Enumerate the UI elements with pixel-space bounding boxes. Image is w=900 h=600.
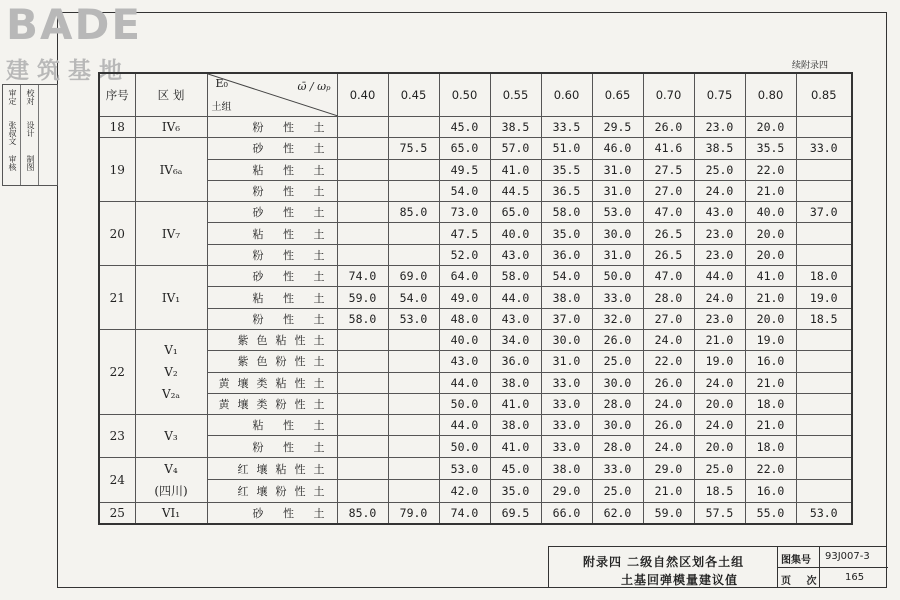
value-cell: 20.0 bbox=[745, 223, 796, 244]
table-row bbox=[99, 393, 852, 414]
value-cell: 27.5 bbox=[643, 159, 694, 180]
value-cell: 45.0 bbox=[439, 117, 490, 138]
value-cell: 41.6 bbox=[643, 138, 694, 159]
value-cell: 85.0 bbox=[337, 502, 388, 524]
value-cell: 27.0 bbox=[643, 180, 694, 201]
header-ratio: 0.80 bbox=[745, 73, 796, 117]
header-diagonal bbox=[207, 73, 337, 117]
value-cell: 30.0 bbox=[592, 223, 643, 244]
value-cell: 18.0 bbox=[796, 266, 852, 287]
value-cell: 28.0 bbox=[643, 287, 694, 308]
modulus-table bbox=[98, 72, 853, 525]
value-cell: 69.5 bbox=[490, 502, 541, 524]
value-cell: 58.0 bbox=[490, 266, 541, 287]
sidebar-cell: 审核 bbox=[8, 155, 17, 171]
value-cell bbox=[337, 480, 388, 503]
zone-cell: IV₆ bbox=[135, 117, 207, 138]
value-cell: 47.5 bbox=[439, 223, 490, 244]
title-block bbox=[548, 546, 887, 588]
value-cell bbox=[796, 436, 852, 457]
seq-cell: 21 bbox=[99, 266, 135, 330]
value-cell: 26.5 bbox=[643, 223, 694, 244]
value-cell bbox=[796, 480, 852, 503]
signature-strip bbox=[2, 84, 58, 186]
table-row bbox=[99, 202, 852, 223]
soil-type-cell: 红壤粉性土 bbox=[207, 480, 337, 503]
value-cell: 21.0 bbox=[745, 287, 796, 308]
value-cell bbox=[337, 393, 388, 414]
value-cell: 49.0 bbox=[439, 287, 490, 308]
value-cell: 24.0 bbox=[694, 287, 745, 308]
soil-type-cell: 黄壤类粉性土 bbox=[207, 393, 337, 414]
value-cell bbox=[796, 351, 852, 372]
value-cell: 27.0 bbox=[643, 308, 694, 329]
value-cell: 49.5 bbox=[439, 159, 490, 180]
value-cell: 59.0 bbox=[337, 287, 388, 308]
value-cell: 35.0 bbox=[541, 223, 592, 244]
value-cell bbox=[388, 159, 439, 180]
value-cell bbox=[388, 372, 439, 393]
zone-label: (四川) bbox=[154, 483, 188, 498]
value-cell: 33.0 bbox=[796, 138, 852, 159]
soil-type-cell: 黄壤类粘性土 bbox=[207, 372, 337, 393]
value-cell: 65.0 bbox=[439, 138, 490, 159]
table-row bbox=[99, 457, 852, 480]
value-cell: 38.0 bbox=[541, 287, 592, 308]
value-cell: 31.0 bbox=[592, 244, 643, 265]
value-cell: 57.5 bbox=[694, 502, 745, 524]
value-cell: 41.0 bbox=[490, 159, 541, 180]
value-cell: 26.0 bbox=[643, 415, 694, 436]
table-row bbox=[99, 372, 852, 393]
value-cell: 62.0 bbox=[592, 502, 643, 524]
value-cell bbox=[796, 393, 852, 414]
value-cell: 79.0 bbox=[388, 502, 439, 524]
value-cell: 19.0 bbox=[745, 329, 796, 350]
sidebar-cell: 制图 bbox=[26, 155, 35, 171]
table-row bbox=[99, 180, 852, 201]
value-cell: 26.0 bbox=[592, 329, 643, 350]
value-cell: 18.0 bbox=[745, 436, 796, 457]
value-cell: 35.5 bbox=[541, 159, 592, 180]
value-cell: 24.0 bbox=[694, 415, 745, 436]
value-cell: 23.0 bbox=[694, 223, 745, 244]
value-cell: 38.0 bbox=[490, 372, 541, 393]
page-number: 165 bbox=[845, 572, 865, 583]
value-cell: 33.0 bbox=[541, 415, 592, 436]
header-ratio: 0.40 bbox=[337, 73, 388, 117]
value-cell bbox=[796, 244, 852, 265]
value-cell: 36.0 bbox=[490, 351, 541, 372]
value-cell: 57.0 bbox=[490, 138, 541, 159]
header-ratio: 0.60 bbox=[541, 73, 592, 117]
value-cell: 16.0 bbox=[745, 480, 796, 503]
value-cell: 44.0 bbox=[694, 266, 745, 287]
value-cell: 64.0 bbox=[439, 266, 490, 287]
value-cell: 23.0 bbox=[694, 117, 745, 138]
header-zone: 区 划 bbox=[135, 73, 207, 117]
value-cell bbox=[796, 329, 852, 350]
value-cell bbox=[796, 415, 852, 436]
seq-cell: 22 bbox=[99, 329, 135, 414]
soil-type-cell: 粉 性 土 bbox=[207, 436, 337, 457]
value-cell: 44.0 bbox=[439, 415, 490, 436]
value-cell: 29.0 bbox=[643, 457, 694, 480]
value-cell: 59.0 bbox=[643, 502, 694, 524]
header-ratio: 0.70 bbox=[643, 73, 694, 117]
value-cell bbox=[337, 180, 388, 201]
value-cell: 33.0 bbox=[592, 287, 643, 308]
value-cell bbox=[388, 480, 439, 503]
value-cell: 75.5 bbox=[388, 138, 439, 159]
table-row bbox=[99, 266, 852, 287]
soil-type-cell: 粉 性 土 bbox=[207, 308, 337, 329]
header-ratio: 0.65 bbox=[592, 73, 643, 117]
sidebar-cell: 审定 bbox=[8, 89, 17, 105]
value-cell: 21.0 bbox=[745, 415, 796, 436]
value-cell: 73.0 bbox=[439, 202, 490, 223]
header-omega-ratio: ω̄ / ωₚ bbox=[297, 80, 331, 93]
value-cell bbox=[796, 372, 852, 393]
table-row bbox=[99, 308, 852, 329]
value-cell: 20.0 bbox=[694, 393, 745, 414]
value-cell: 36.0 bbox=[541, 244, 592, 265]
soil-type-cell: 砂 性 土 bbox=[207, 502, 337, 524]
soil-type-cell: 砂 性 土 bbox=[207, 202, 337, 223]
value-cell bbox=[388, 180, 439, 201]
zone-cell: IV₁ bbox=[135, 266, 207, 330]
value-cell: 65.0 bbox=[490, 202, 541, 223]
watermark-logo: BADE bbox=[6, 0, 143, 49]
value-cell bbox=[337, 457, 388, 480]
value-cell: 43.0 bbox=[490, 308, 541, 329]
value-cell bbox=[388, 415, 439, 436]
value-cell: 43.0 bbox=[439, 351, 490, 372]
zone-label: V₄ bbox=[164, 461, 178, 476]
value-cell bbox=[796, 117, 852, 138]
value-cell: 33.5 bbox=[541, 117, 592, 138]
atlas-number: 93J007-3 bbox=[825, 551, 870, 562]
value-cell: 53.0 bbox=[592, 202, 643, 223]
value-cell: 53.0 bbox=[388, 308, 439, 329]
value-cell: 24.0 bbox=[643, 436, 694, 457]
value-cell: 35.0 bbox=[490, 480, 541, 503]
value-cell bbox=[337, 351, 388, 372]
page-label: 页 次 bbox=[781, 576, 823, 587]
table-row bbox=[99, 287, 852, 308]
soil-type-cell: 粘 性 土 bbox=[207, 223, 337, 244]
seq-cell: 23 bbox=[99, 415, 135, 458]
value-cell: 45.0 bbox=[490, 457, 541, 480]
value-cell bbox=[337, 223, 388, 244]
value-cell bbox=[337, 372, 388, 393]
value-cell bbox=[388, 117, 439, 138]
soil-type-cell: 粘 性 土 bbox=[207, 415, 337, 436]
value-cell bbox=[337, 244, 388, 265]
value-cell: 43.0 bbox=[490, 244, 541, 265]
value-cell: 58.0 bbox=[337, 308, 388, 329]
value-cell: 18.0 bbox=[745, 393, 796, 414]
value-cell: 24.0 bbox=[643, 329, 694, 350]
value-cell: 25.0 bbox=[592, 351, 643, 372]
table-row bbox=[99, 244, 852, 265]
zone-cell bbox=[135, 457, 207, 502]
value-cell: 66.0 bbox=[541, 502, 592, 524]
value-cell: 26.0 bbox=[643, 117, 694, 138]
table-row bbox=[99, 159, 852, 180]
value-cell: 44.5 bbox=[490, 180, 541, 201]
value-cell: 38.0 bbox=[490, 415, 541, 436]
value-cell: 22.0 bbox=[745, 457, 796, 480]
sidebar-cell: 校对 bbox=[26, 89, 35, 105]
value-cell: 38.0 bbox=[541, 457, 592, 480]
value-cell bbox=[337, 202, 388, 223]
value-cell bbox=[388, 393, 439, 414]
value-cell bbox=[796, 180, 852, 201]
soil-type-cell: 粉 性 土 bbox=[207, 244, 337, 265]
table-row bbox=[99, 223, 852, 244]
value-cell bbox=[388, 244, 439, 265]
soil-type-cell: 粘 性 土 bbox=[207, 159, 337, 180]
value-cell: 33.0 bbox=[541, 393, 592, 414]
zone-cell: IV₇ bbox=[135, 202, 207, 266]
value-cell: 30.0 bbox=[592, 372, 643, 393]
value-cell: 31.0 bbox=[592, 159, 643, 180]
value-cell: 38.5 bbox=[694, 138, 745, 159]
header-ratio: 0.50 bbox=[439, 73, 490, 117]
value-cell: 34.0 bbox=[490, 329, 541, 350]
value-cell: 44.0 bbox=[490, 287, 541, 308]
value-cell: 50.0 bbox=[592, 266, 643, 287]
value-cell bbox=[388, 329, 439, 350]
value-cell: 18.5 bbox=[694, 480, 745, 503]
zone-label: V₁ bbox=[164, 343, 178, 358]
value-cell: 40.0 bbox=[439, 329, 490, 350]
soil-type-cell: 红壤粘性土 bbox=[207, 457, 337, 480]
value-cell: 33.0 bbox=[592, 457, 643, 480]
value-cell: 28.0 bbox=[592, 393, 643, 414]
value-cell: 20.0 bbox=[745, 244, 796, 265]
value-cell bbox=[337, 329, 388, 350]
value-cell: 47.0 bbox=[643, 202, 694, 223]
value-cell: 28.0 bbox=[592, 436, 643, 457]
value-cell bbox=[796, 223, 852, 244]
value-cell bbox=[796, 159, 852, 180]
value-cell: 21.0 bbox=[643, 480, 694, 503]
soil-type-cell: 砂 性 土 bbox=[207, 266, 337, 287]
soil-type-cell: 紫色粘性土 bbox=[207, 329, 337, 350]
seq-cell: 19 bbox=[99, 138, 135, 202]
table-row bbox=[99, 329, 852, 350]
soil-type-cell: 砂 性 土 bbox=[207, 138, 337, 159]
table-row bbox=[99, 436, 852, 457]
value-cell: 41.0 bbox=[490, 393, 541, 414]
soil-type-cell: 紫色粉性土 bbox=[207, 351, 337, 372]
table-row bbox=[99, 117, 852, 138]
value-cell: 40.0 bbox=[745, 202, 796, 223]
value-cell: 20.0 bbox=[694, 436, 745, 457]
value-cell: 29.0 bbox=[541, 480, 592, 503]
value-cell: 31.0 bbox=[541, 351, 592, 372]
value-cell: 47.0 bbox=[643, 266, 694, 287]
value-cell: 23.0 bbox=[694, 308, 745, 329]
value-cell: 74.0 bbox=[439, 502, 490, 524]
value-cell: 23.0 bbox=[694, 244, 745, 265]
value-cell: 33.0 bbox=[541, 372, 592, 393]
header-ratio: 0.55 bbox=[490, 73, 541, 117]
value-cell: 37.0 bbox=[796, 202, 852, 223]
value-cell: 44.0 bbox=[439, 372, 490, 393]
sidebar-cell: 设计 bbox=[26, 121, 35, 137]
table-row bbox=[99, 351, 852, 372]
value-cell: 22.0 bbox=[745, 159, 796, 180]
value-cell bbox=[388, 436, 439, 457]
value-cell: 21.0 bbox=[745, 180, 796, 201]
value-cell: 30.0 bbox=[541, 329, 592, 350]
table-body bbox=[99, 117, 852, 525]
value-cell: 69.0 bbox=[388, 266, 439, 287]
value-cell: 26.0 bbox=[643, 372, 694, 393]
value-cell: 53.0 bbox=[796, 502, 852, 524]
value-cell: 58.0 bbox=[541, 202, 592, 223]
value-cell: 54.0 bbox=[388, 287, 439, 308]
supplement-label: 续附录四 bbox=[792, 61, 829, 71]
seq-cell: 24 bbox=[99, 457, 135, 502]
value-cell: 24.0 bbox=[694, 180, 745, 201]
value-cell: 18.5 bbox=[796, 308, 852, 329]
value-cell: 37.0 bbox=[541, 308, 592, 329]
sidebar-cell: 张叔文 bbox=[8, 121, 17, 145]
watermark-logo-subtitle: 建筑基地 bbox=[6, 58, 130, 84]
value-cell: 35.5 bbox=[745, 138, 796, 159]
value-cell: 55.0 bbox=[745, 502, 796, 524]
value-cell: 20.0 bbox=[745, 117, 796, 138]
header-ratio: 0.75 bbox=[694, 73, 745, 117]
value-cell: 21.0 bbox=[694, 329, 745, 350]
value-cell: 43.0 bbox=[694, 202, 745, 223]
value-cell: 25.0 bbox=[694, 457, 745, 480]
header-seq: 序号 bbox=[99, 73, 135, 117]
value-cell: 42.0 bbox=[439, 480, 490, 503]
value-cell: 26.5 bbox=[643, 244, 694, 265]
seq-cell: 25 bbox=[99, 502, 135, 524]
value-cell: 20.0 bbox=[745, 308, 796, 329]
value-cell: 32.0 bbox=[592, 308, 643, 329]
seq-cell: 18 bbox=[99, 117, 135, 138]
value-cell: 41.0 bbox=[490, 436, 541, 457]
value-cell: 38.5 bbox=[490, 117, 541, 138]
zone-cell: VI₁ bbox=[135, 502, 207, 524]
value-cell bbox=[337, 138, 388, 159]
zone-label: V₂ₐ bbox=[161, 387, 181, 402]
value-cell bbox=[388, 457, 439, 480]
value-cell: 54.0 bbox=[541, 266, 592, 287]
value-cell: 25.0 bbox=[592, 480, 643, 503]
value-cell: 29.5 bbox=[592, 117, 643, 138]
value-cell: 31.0 bbox=[592, 180, 643, 201]
soil-type-cell: 粘 性 土 bbox=[207, 287, 337, 308]
table-row bbox=[99, 415, 852, 436]
value-cell bbox=[388, 223, 439, 244]
table-row bbox=[99, 480, 852, 503]
value-cell: 50.0 bbox=[439, 393, 490, 414]
value-cell: 41.0 bbox=[745, 266, 796, 287]
zone-label: V₂ bbox=[164, 365, 178, 380]
zone-cell bbox=[135, 329, 207, 414]
value-cell: 54.0 bbox=[439, 180, 490, 201]
value-cell bbox=[337, 159, 388, 180]
table-row bbox=[99, 502, 852, 524]
title-line-1: 附录四 二级自然区划各土组 bbox=[583, 555, 745, 569]
value-cell bbox=[388, 351, 439, 372]
title-line-2: 土基回弹模量建议值 bbox=[621, 573, 739, 587]
value-cell: 24.0 bbox=[694, 372, 745, 393]
value-cell: 21.0 bbox=[745, 372, 796, 393]
table-row bbox=[99, 138, 852, 159]
header-ratio: 0.45 bbox=[388, 73, 439, 117]
atlas-label: 图集号 bbox=[781, 555, 811, 566]
value-cell: 19.0 bbox=[796, 287, 852, 308]
value-cell: 25.0 bbox=[694, 159, 745, 180]
value-cell bbox=[337, 415, 388, 436]
value-cell: 22.0 bbox=[643, 351, 694, 372]
value-cell: 24.0 bbox=[643, 393, 694, 414]
value-cell: 51.0 bbox=[541, 138, 592, 159]
zone-cell: V₃ bbox=[135, 415, 207, 458]
value-cell: 30.0 bbox=[592, 415, 643, 436]
header-e0: E₀ bbox=[215, 77, 228, 90]
value-cell: 46.0 bbox=[592, 138, 643, 159]
value-cell: 74.0 bbox=[337, 266, 388, 287]
value-cell: 52.0 bbox=[439, 244, 490, 265]
value-cell: 85.0 bbox=[388, 202, 439, 223]
value-cell: 40.0 bbox=[490, 223, 541, 244]
zone-cell: IV₆ₐ bbox=[135, 138, 207, 202]
value-cell: 33.0 bbox=[541, 436, 592, 457]
header-row bbox=[99, 73, 852, 117]
soil-type-cell: 粉 性 土 bbox=[207, 117, 337, 138]
seq-cell: 20 bbox=[99, 202, 135, 266]
value-cell: 53.0 bbox=[439, 457, 490, 480]
value-cell: 36.5 bbox=[541, 180, 592, 201]
value-cell: 48.0 bbox=[439, 308, 490, 329]
value-cell: 50.0 bbox=[439, 436, 490, 457]
value-cell: 19.0 bbox=[694, 351, 745, 372]
value-cell bbox=[796, 457, 852, 480]
header-soil-group: 土组 bbox=[211, 102, 232, 113]
header-ratio: 0.85 bbox=[796, 73, 852, 117]
soil-type-cell: 粉 性 土 bbox=[207, 180, 337, 201]
value-cell bbox=[337, 436, 388, 457]
value-cell: 16.0 bbox=[745, 351, 796, 372]
value-cell bbox=[337, 117, 388, 138]
